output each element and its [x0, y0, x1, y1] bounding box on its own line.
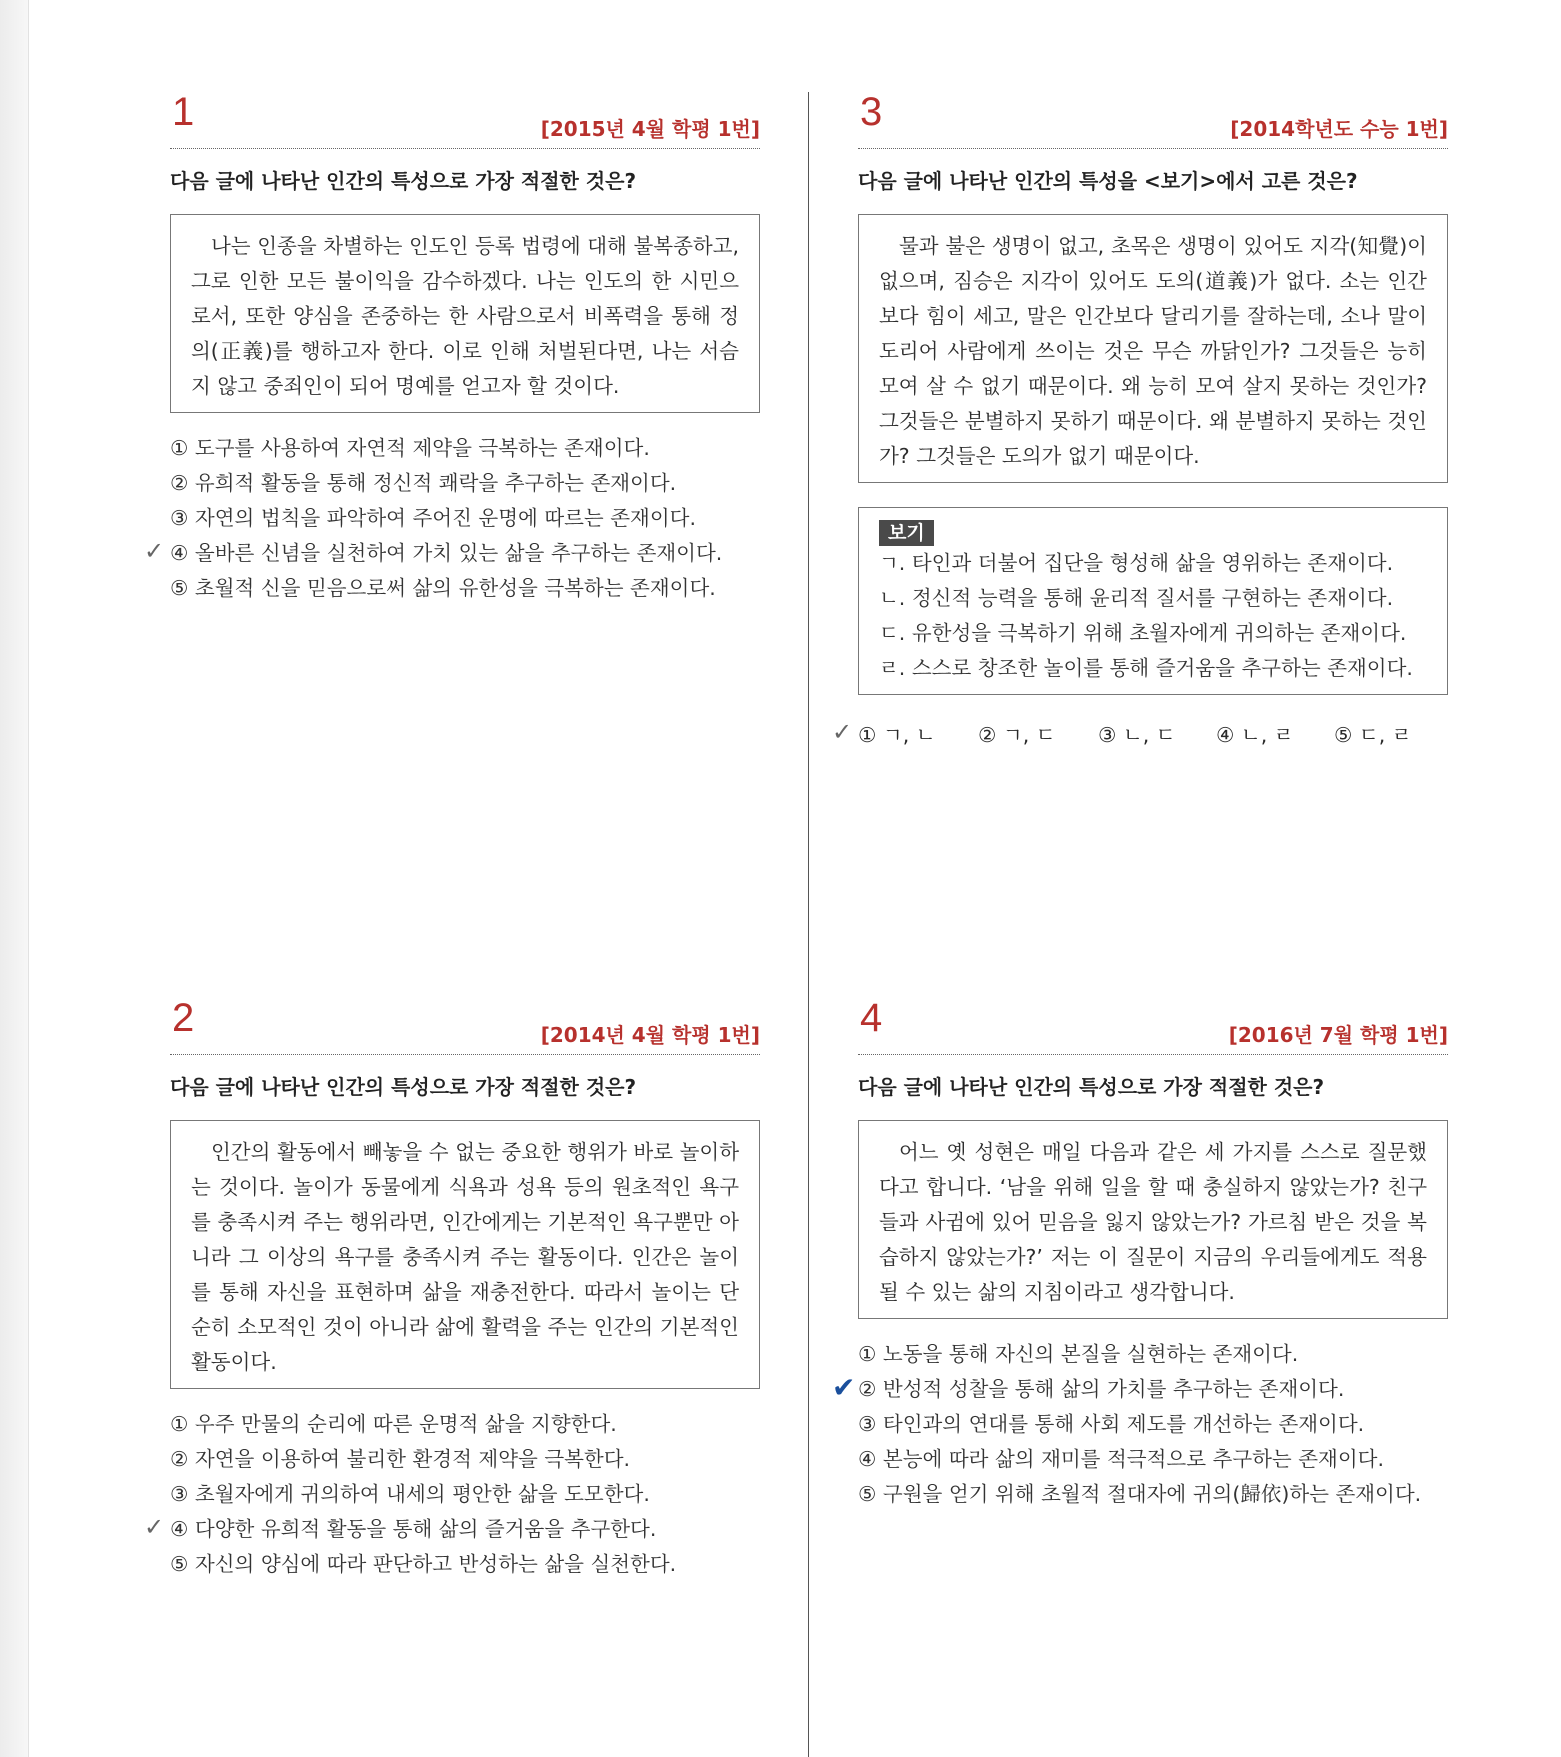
choice-list	[832, 717, 1448, 753]
passage-box	[170, 214, 760, 413]
choice-1[interactable]	[832, 717, 936, 753]
choice-text: ③ 타인과의 연대를 통해 사회 제도를 개선하는 존재이다.	[858, 1412, 1365, 1436]
choice-text: ② 자연을 이용하여 불리한 환경적 제약을 극복한다.	[170, 1447, 631, 1471]
check-mark-icon: ✔	[832, 1371, 856, 1404]
choice-text: ① 도구를 사용하여 자연적 제약을 극복하는 존재이다.	[170, 436, 650, 460]
question-header	[858, 90, 1448, 149]
choice-text: ⑤ 자신의 양심에 따라 판단하고 반성하는 삶을 실천한다.	[170, 1552, 677, 1576]
question-source: [2016년 7월 학평 1번]	[1228, 1023, 1448, 1047]
bogi-item: ㄹ. 스스로 창조한 놀이를 통해 즐거움을 추구하는 존재이다.	[879, 656, 1413, 680]
choice-2[interactable]	[832, 1371, 1448, 1407]
passage-text: 인간의 활동에서 빼놓을 수 없는 중요한 행위가 바로 놀이하는 것이다. 놀이가 동물에게 식욕과 성욕 등의 원초적인 욕구를 충족시켜 주는 행위라면, 인간에게는 기본적인 욕구뿐만 아니라 그 이상의 욕구를 충족시켜 주는 활동이다. 인간은 놀이를 통해 자신을 표현하며 삶을 재충전한다. 따라서 놀이는 단순히 소모적인 것이 아니라 삶에 활력을 주는 인간의 기본적인 활동이다.	[191, 1140, 739, 1374]
passage-text: 물과 불은 생명이 없고, 초목은 생명이 있어도 지각(知覺)이 없으며, 짐승은 지각이 있어도 도의(道義)가 없다. 소는 인간보다 힘이 세고, 말은 인간보다 달리기를 잘하는데, 소나 말이 도리어 사람에게 쓰이는 것은 무슨 까닭인가? 그것들은 능히 모여 살 수 없기 때문이다. 왜 능히 모여 살지 못하는 것인가? 그것들은 분별하지 못하기 때문이다. 왜 분별하지 못하는 것인가? 그것들은 도의가 없기 때문이다.	[879, 234, 1427, 468]
question-source: [2015년 4월 학평 1번]	[540, 117, 760, 141]
passage-box	[170, 1120, 760, 1389]
question-header	[170, 90, 760, 149]
choice-4[interactable]	[144, 1512, 760, 1547]
check-mark-icon: ✓	[144, 1513, 165, 1541]
question-number: 4	[860, 996, 883, 1040]
choice-text: ② 반성적 성찰을 통해 삶의 가치를 추구하는 존재이다.	[858, 1377, 1345, 1401]
question-1	[144, 90, 760, 606]
choice-text: ⑤ 초월적 신을 믿음으로써 삶의 유한성을 극복하는 존재이다.	[170, 576, 716, 600]
choice-2[interactable]	[170, 1442, 760, 1477]
question-number: 2	[172, 996, 195, 1040]
question-number: 3	[860, 90, 883, 134]
passage-text: 어느 옛 성현은 매일 다음과 같은 세 가지를 스스로 질문했다고 합니다. ‘남을 위해 일을 할 때 충실하지 않았는가? 친구들과 사귐에 있어 믿음을 잃지 않았는가? 가르침 받은 것을 복습하지 않았는가?’ 저는 이 질문이 지금의 우리들에게도 적용될 수 있는 삶의 지침이라고 생각합니다.	[879, 1140, 1427, 1304]
choice-text: ② ㄱ, ㄷ	[978, 723, 1056, 747]
choice-text: ⑤ 구원을 얻기 위해 초월적 절대자에 귀의(歸依)하는 존재이다.	[858, 1482, 1422, 1506]
choice-4[interactable]	[858, 1442, 1448, 1477]
choice-text: ② 유희적 활동을 통해 정신적 쾌락을 추구하는 존재이다.	[170, 471, 677, 495]
choice-4[interactable]	[144, 536, 760, 571]
choice-list	[144, 1407, 760, 1582]
choice-text: ① 노동을 통해 자신의 본질을 실현하는 존재이다.	[858, 1342, 1299, 1366]
choice-1[interactable]	[858, 1337, 1448, 1372]
choice-5[interactable]	[170, 1547, 760, 1582]
choice-list	[144, 431, 760, 606]
choice-4[interactable]	[1216, 717, 1294, 753]
choice-text: ④ 다양한 유희적 활동을 통해 삶의 즐거움을 추구한다.	[170, 1517, 657, 1541]
choice-1[interactable]	[170, 1407, 760, 1442]
passage-box	[858, 1120, 1448, 1319]
bogi-label: 보기	[879, 520, 934, 546]
question-3	[832, 90, 1448, 753]
choice-text: ① ㄱ, ㄴ	[858, 723, 936, 747]
choice-3[interactable]	[170, 1477, 760, 1512]
check-mark-icon: ✓	[144, 537, 165, 565]
choice-5[interactable]	[170, 571, 760, 606]
choice-text: ③ 초월자에게 귀의하여 내세의 평안한 삶을 도모한다.	[170, 1482, 650, 1506]
choice-text: ③ 자연의 법칙을 파악하여 주어진 운명에 따르는 존재이다.	[170, 506, 696, 530]
choice-3[interactable]	[858, 1407, 1448, 1442]
choice-text: ④ 본능에 따라 삶의 재미를 적극적으로 추구하는 존재이다.	[858, 1447, 1384, 1471]
question-2	[144, 996, 760, 1582]
choice-text: ④ ㄴ, ㄹ	[1216, 723, 1294, 747]
passage-box	[858, 214, 1448, 483]
page-edge	[0, 0, 29, 1757]
question-header	[858, 996, 1448, 1055]
question-4	[832, 996, 1448, 1512]
question-stem: 다음 글에 나타난 인간의 특성으로 가장 적절한 것은?	[858, 1075, 1325, 1099]
check-mark-icon: ✓	[832, 718, 853, 746]
question-stem: 다음 글에 나타난 인간의 특성으로 가장 적절한 것은?	[170, 169, 637, 193]
choice-text: ⑤ ㄷ, ㄹ	[1334, 723, 1412, 747]
bogi-item: ㄱ. 타인과 더불어 집단을 형성해 삶을 영위하는 존재이다.	[879, 551, 1394, 575]
bogi-item: ㄴ. 정신적 능력을 통해 윤리적 질서를 구현하는 존재이다.	[879, 586, 1394, 610]
choice-2[interactable]	[978, 717, 1056, 753]
choice-5[interactable]	[1334, 717, 1412, 753]
question-number: 1	[172, 90, 195, 134]
column-divider	[808, 92, 809, 1757]
question-source: [2014년 4월 학평 1번]	[540, 1023, 760, 1047]
bogi-item: ㄷ. 유한성을 극복하기 위해 초월자에게 귀의하는 존재이다.	[879, 621, 1407, 645]
choice-1[interactable]	[170, 431, 760, 466]
choice-list	[832, 1337, 1448, 1512]
bogi-box	[858, 507, 1448, 695]
choice-3[interactable]	[170, 501, 760, 536]
question-stem: 다음 글에 나타난 인간의 특성을 <보기>에서 고른 것은?	[858, 169, 1358, 193]
choice-text: ① 우주 만물의 순리에 따른 운명적 삶을 지향한다.	[170, 1412, 617, 1436]
choice-text: ④ 올바른 신념을 실천하여 가치 있는 삶을 추구하는 존재이다.	[170, 541, 723, 565]
choice-3[interactable]	[1098, 717, 1176, 753]
question-header	[170, 996, 760, 1055]
passage-text: 나는 인종을 차별하는 인도인 등록 법령에 대해 불복종하고, 그로 인한 모든 불이익을 감수하겠다. 나는 인도의 한 시민으로서, 또한 양심을 존중하는 한 사람으로서 비폭력을 통해 정의(正義)를 행하고자 한다. 이로 인해 처벌된다면, 나는 서슴지 않고 중죄인이 되어 명예를 얻고자 할 것이다.	[191, 234, 739, 398]
choice-5[interactable]	[858, 1477, 1448, 1512]
question-stem: 다음 글에 나타난 인간의 특성으로 가장 적절한 것은?	[170, 1075, 637, 1099]
question-source: [2014학년도 수능 1번]	[1230, 117, 1448, 141]
choice-text: ③ ㄴ, ㄷ	[1098, 723, 1176, 747]
choice-2[interactable]	[170, 466, 760, 501]
